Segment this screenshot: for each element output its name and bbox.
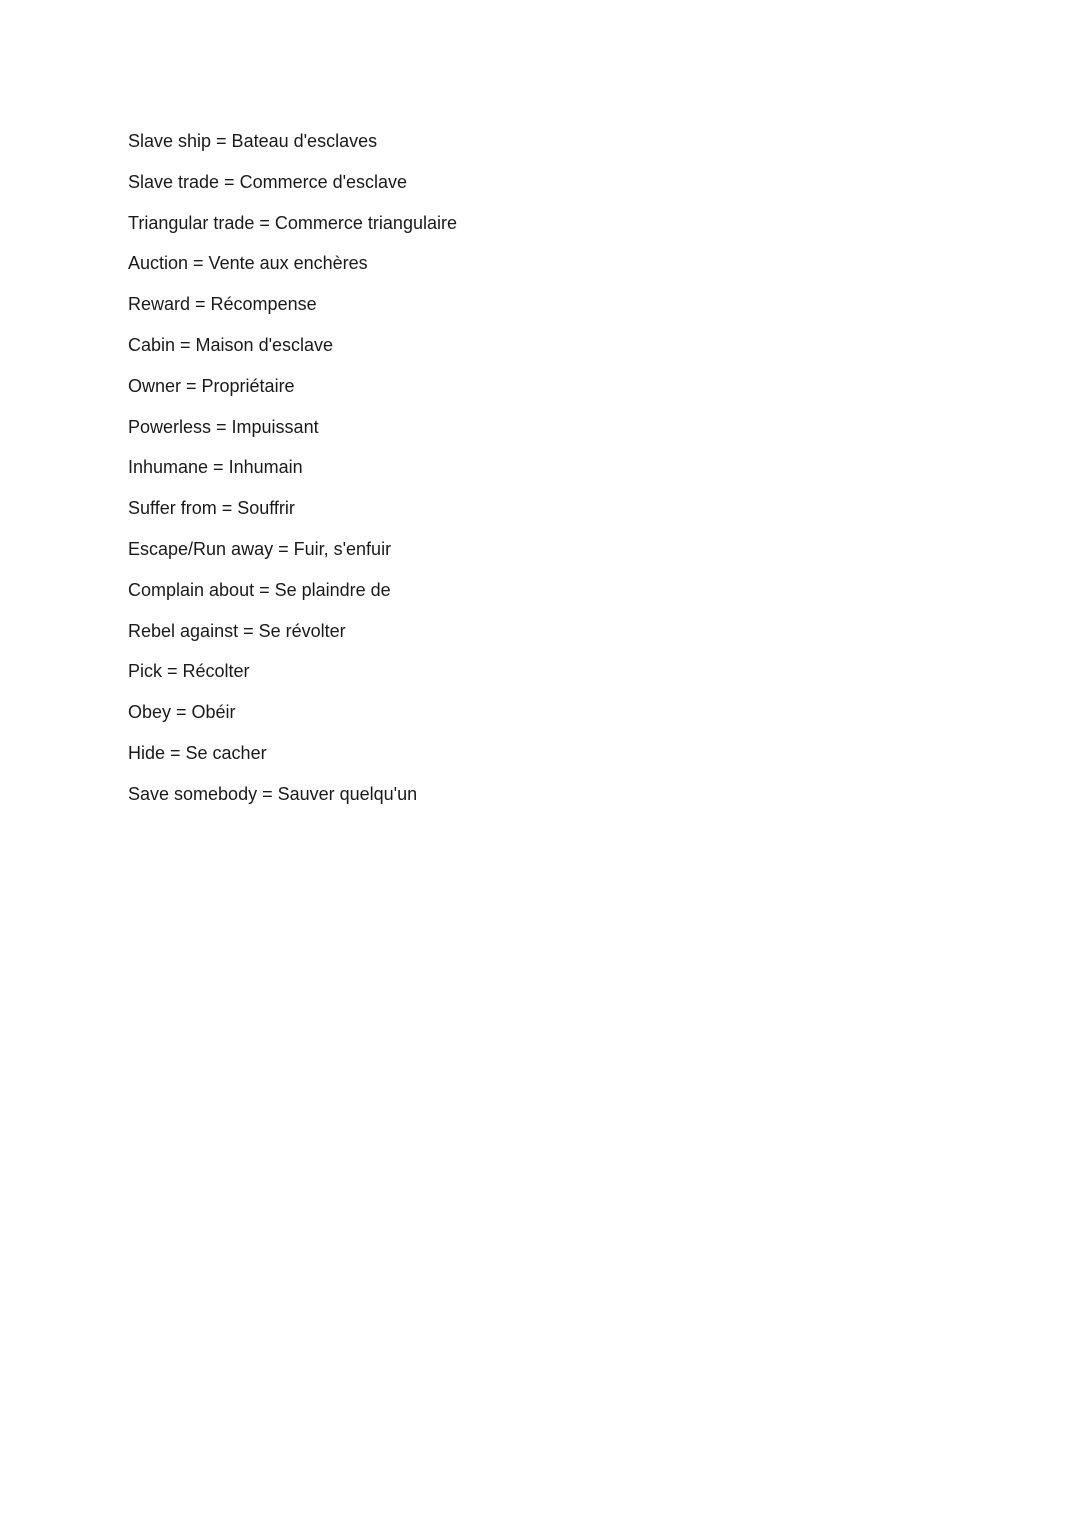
vocab-entry: Obey = Obéir	[128, 702, 236, 723]
vocab-entry: Owner = Propriétaire	[128, 375, 295, 396]
vocab-entry: Hide = Se cacher	[128, 742, 267, 763]
vocab-entry: Cabin = Maison d'esclave	[128, 334, 334, 355]
vocab-entry: Inhumane = Inhumain	[128, 457, 303, 478]
vocab-entry: Slave trade = Commerce d'esclave	[128, 171, 408, 192]
vocab-entry: Triangular trade = Commerce triangulaire	[128, 212, 457, 233]
vocab-entry: Escape/Run away = Fuir, s'enfuir	[128, 538, 392, 559]
vocab-entry: Complain about = Se plaindre de	[128, 579, 391, 600]
vocab-entry: Save somebody = Sauver quelqu'un	[128, 783, 418, 804]
vocab-entry: Slave ship = Bateau d'esclaves	[128, 131, 378, 151]
vocab-entry: Pick = Récolter	[128, 661, 250, 682]
vocab-entry: Powerless = Impuissant	[128, 416, 319, 437]
vocab-entry: Auction = Vente aux enchères	[128, 253, 368, 274]
vocabulary-list	[128, 128, 457, 822]
vocab-entry: Suffer from = Souffrir	[128, 498, 295, 519]
vocab-entry: Rebel against = Se révolter	[128, 620, 346, 641]
vocab-entry: Reward = Récompense	[128, 294, 317, 315]
